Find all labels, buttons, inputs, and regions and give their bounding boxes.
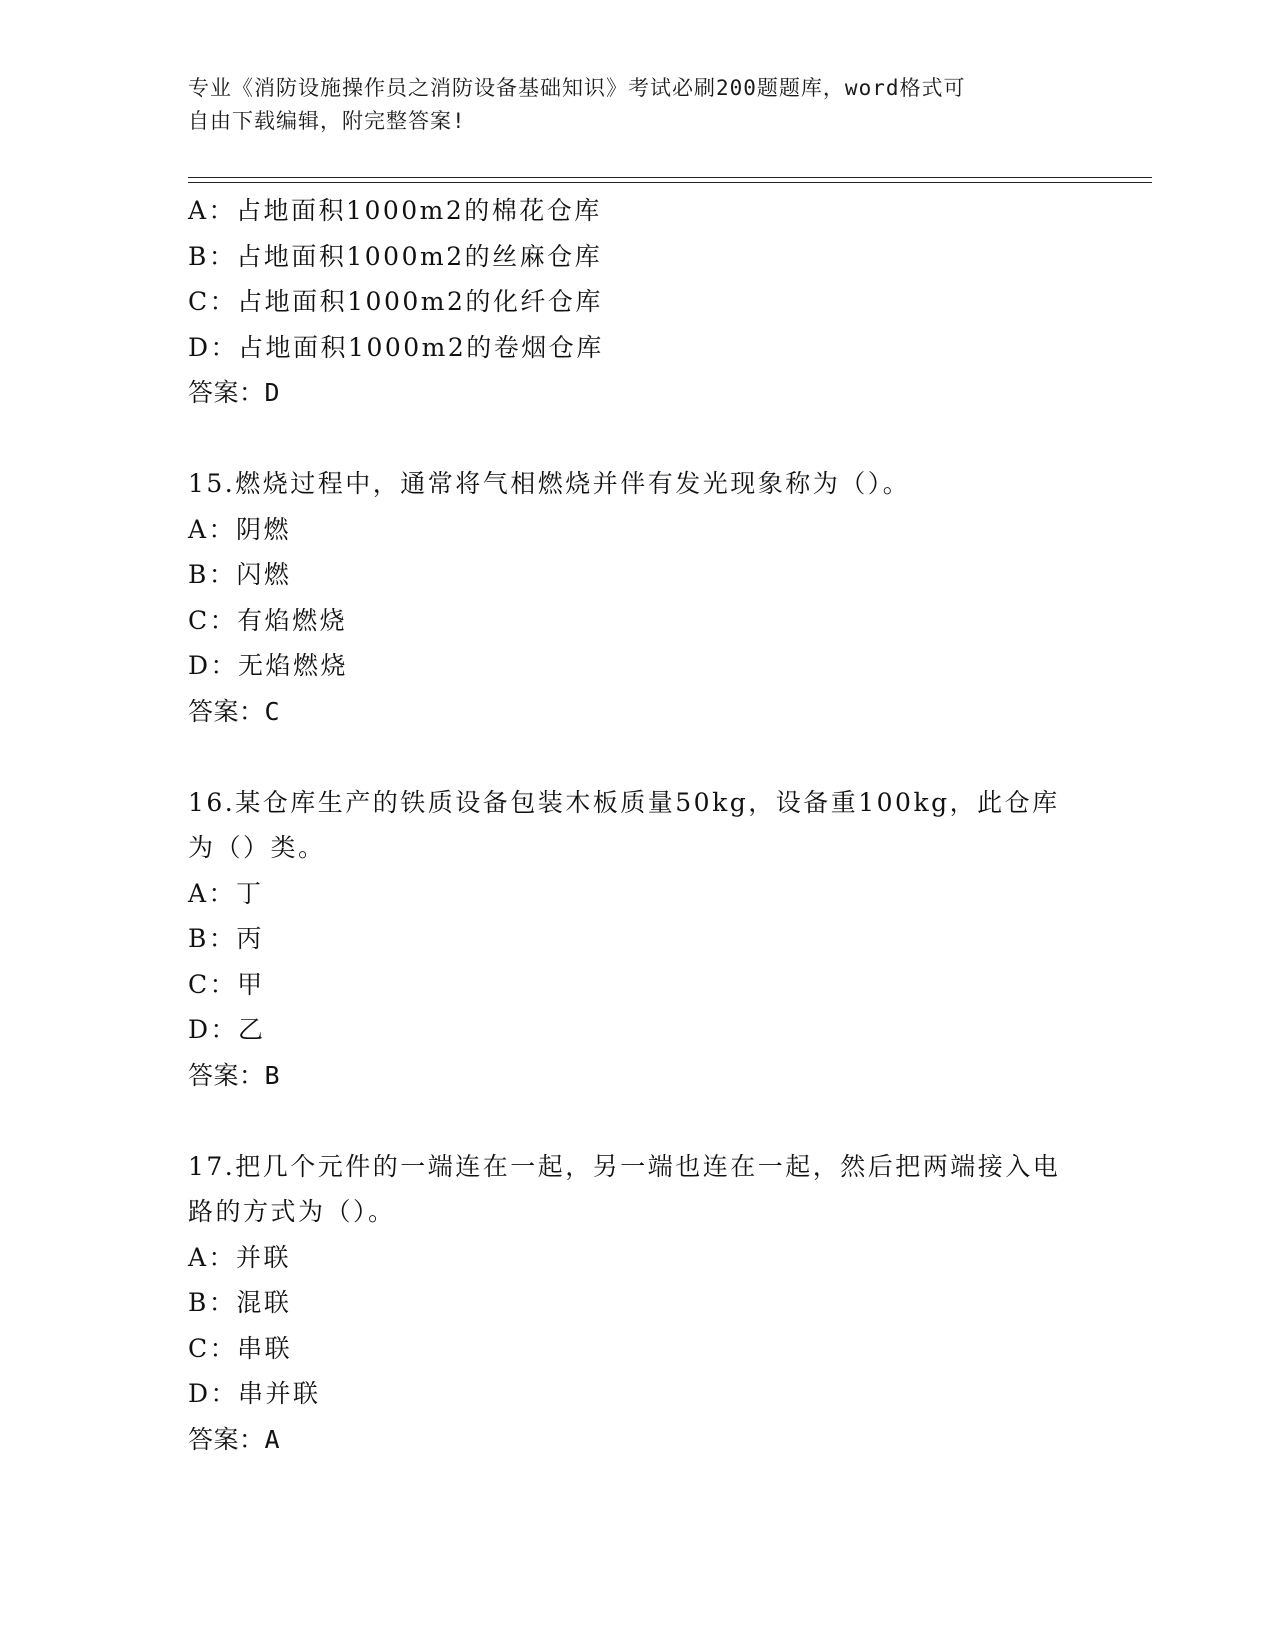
question-stem: 17.把几个元件的一端连在一起，另一端也连在一起，然后把两端接入电路的方式为（）。 xyxy=(188,1151,1061,1226)
question-block-17 xyxy=(188,1144,1088,1463)
question-block-14 xyxy=(188,188,1088,416)
option-b: B：占地面积1000m2的丝麻仓库 xyxy=(188,241,603,271)
option-d: D：乙 xyxy=(188,1015,266,1044)
option-d: D：占地面积1000m2的卷烟仓库 xyxy=(188,332,604,362)
option-c: C：甲 xyxy=(188,969,265,999)
document-header xyxy=(188,72,1088,138)
option-a: A：并联 xyxy=(188,1242,292,1272)
question-block-16 xyxy=(188,780,1088,1099)
option-c: C：串联 xyxy=(188,1333,293,1363)
option-b: B：混联 xyxy=(188,1288,292,1317)
option-d: D：无焰燃烧 xyxy=(188,651,349,680)
option-b: B：丙 xyxy=(188,924,264,953)
option-a: A：占地面积1000m2的棉花仓库 xyxy=(188,196,602,225)
header-divider-bottom xyxy=(188,182,1152,183)
option-a: A：阴燃 xyxy=(188,514,292,544)
header-line-1: 专业《消防设施操作员之消防设备基础知识》考试必刷200题题库，word格式可 xyxy=(188,76,966,100)
answer-text: 答案：C xyxy=(188,696,281,726)
header-divider-top xyxy=(188,177,1152,178)
answer-text: 答案：D xyxy=(188,378,281,407)
option-d: D：串并联 xyxy=(188,1379,321,1408)
answer-text: 答案：A xyxy=(188,1424,281,1454)
spacer xyxy=(188,1098,1088,1144)
question-stem: 16.某仓库生产的铁质设备包装木板质量50kg，设备重100kg，此仓库为（）类。 xyxy=(188,787,1060,862)
question-stem: 15.燃烧过程中，通常将气相燃烧并伴有发光现象称为（）。 xyxy=(188,469,911,498)
option-c: C：占地面积1000m2的化纤仓库 xyxy=(188,287,603,316)
question-block-15 xyxy=(188,461,1088,734)
option-c: C：有焰燃烧 xyxy=(188,605,348,635)
spacer xyxy=(188,416,1088,462)
question-list xyxy=(188,188,1088,1462)
option-b: B：闪燃 xyxy=(188,560,292,589)
answer-text: 答案：B xyxy=(188,1060,281,1090)
spacer xyxy=(188,734,1088,780)
option-a: A：丁 xyxy=(188,878,264,908)
header-line-2: 自由下载编辑，附完整答案! xyxy=(188,109,466,133)
